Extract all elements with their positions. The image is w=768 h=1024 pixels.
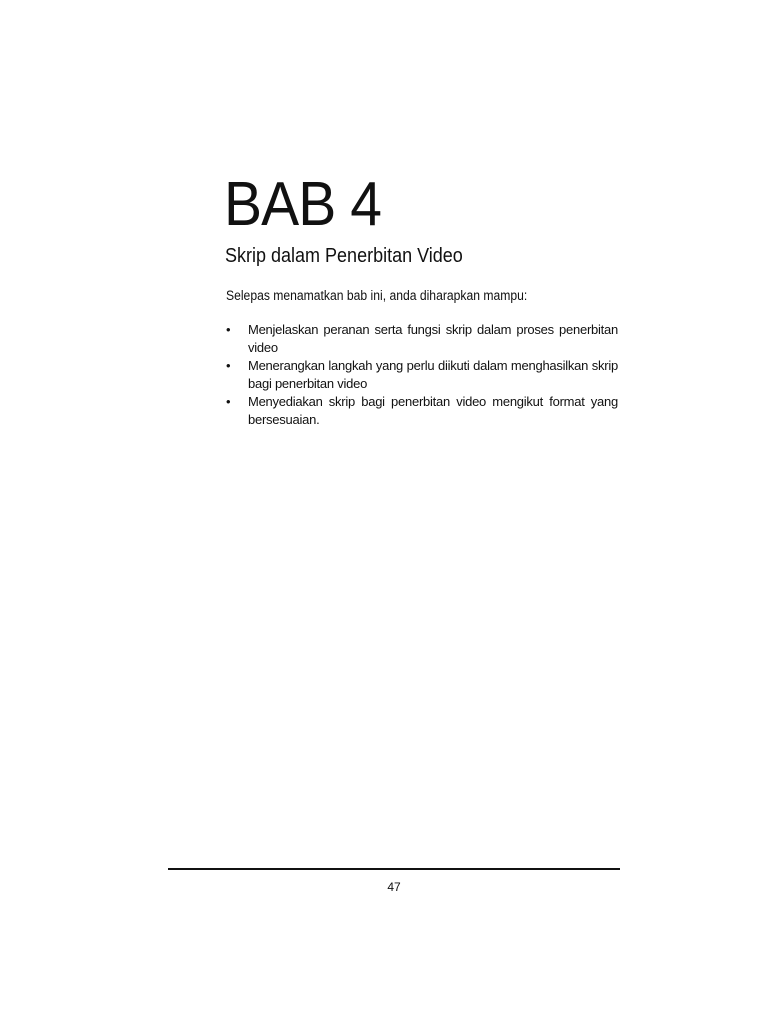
objective-text: Menerangkan langkah yang perlu diikuti dalam menghasilkan skrip bagi penerbitan video [248, 358, 618, 391]
page-number: 47 [387, 880, 401, 894]
objective-text: Menjelaskan peranan serta fungsi skrip dalam proses penerbitan video [248, 322, 618, 355]
bullet-icon: • [226, 322, 231, 337]
list-item [226, 357, 618, 393]
bullet-icon: • [226, 394, 231, 409]
intro-text: Selepas menamatkan bab ini, anda diharapkan mampu: [226, 288, 528, 303]
list-item [226, 321, 618, 357]
bullet-icon: • [226, 358, 231, 373]
chapter-title: BAB 4 [224, 170, 382, 239]
list-item [226, 393, 618, 429]
footer-divider [168, 868, 620, 870]
learning-objectives-list [226, 321, 618, 429]
chapter-subtitle: Skrip dalam Penerbitan Video [225, 245, 463, 267]
objective-text: Menyediakan skrip bagi penerbitan video mengikut format yang bersesuaian. [248, 394, 618, 427]
